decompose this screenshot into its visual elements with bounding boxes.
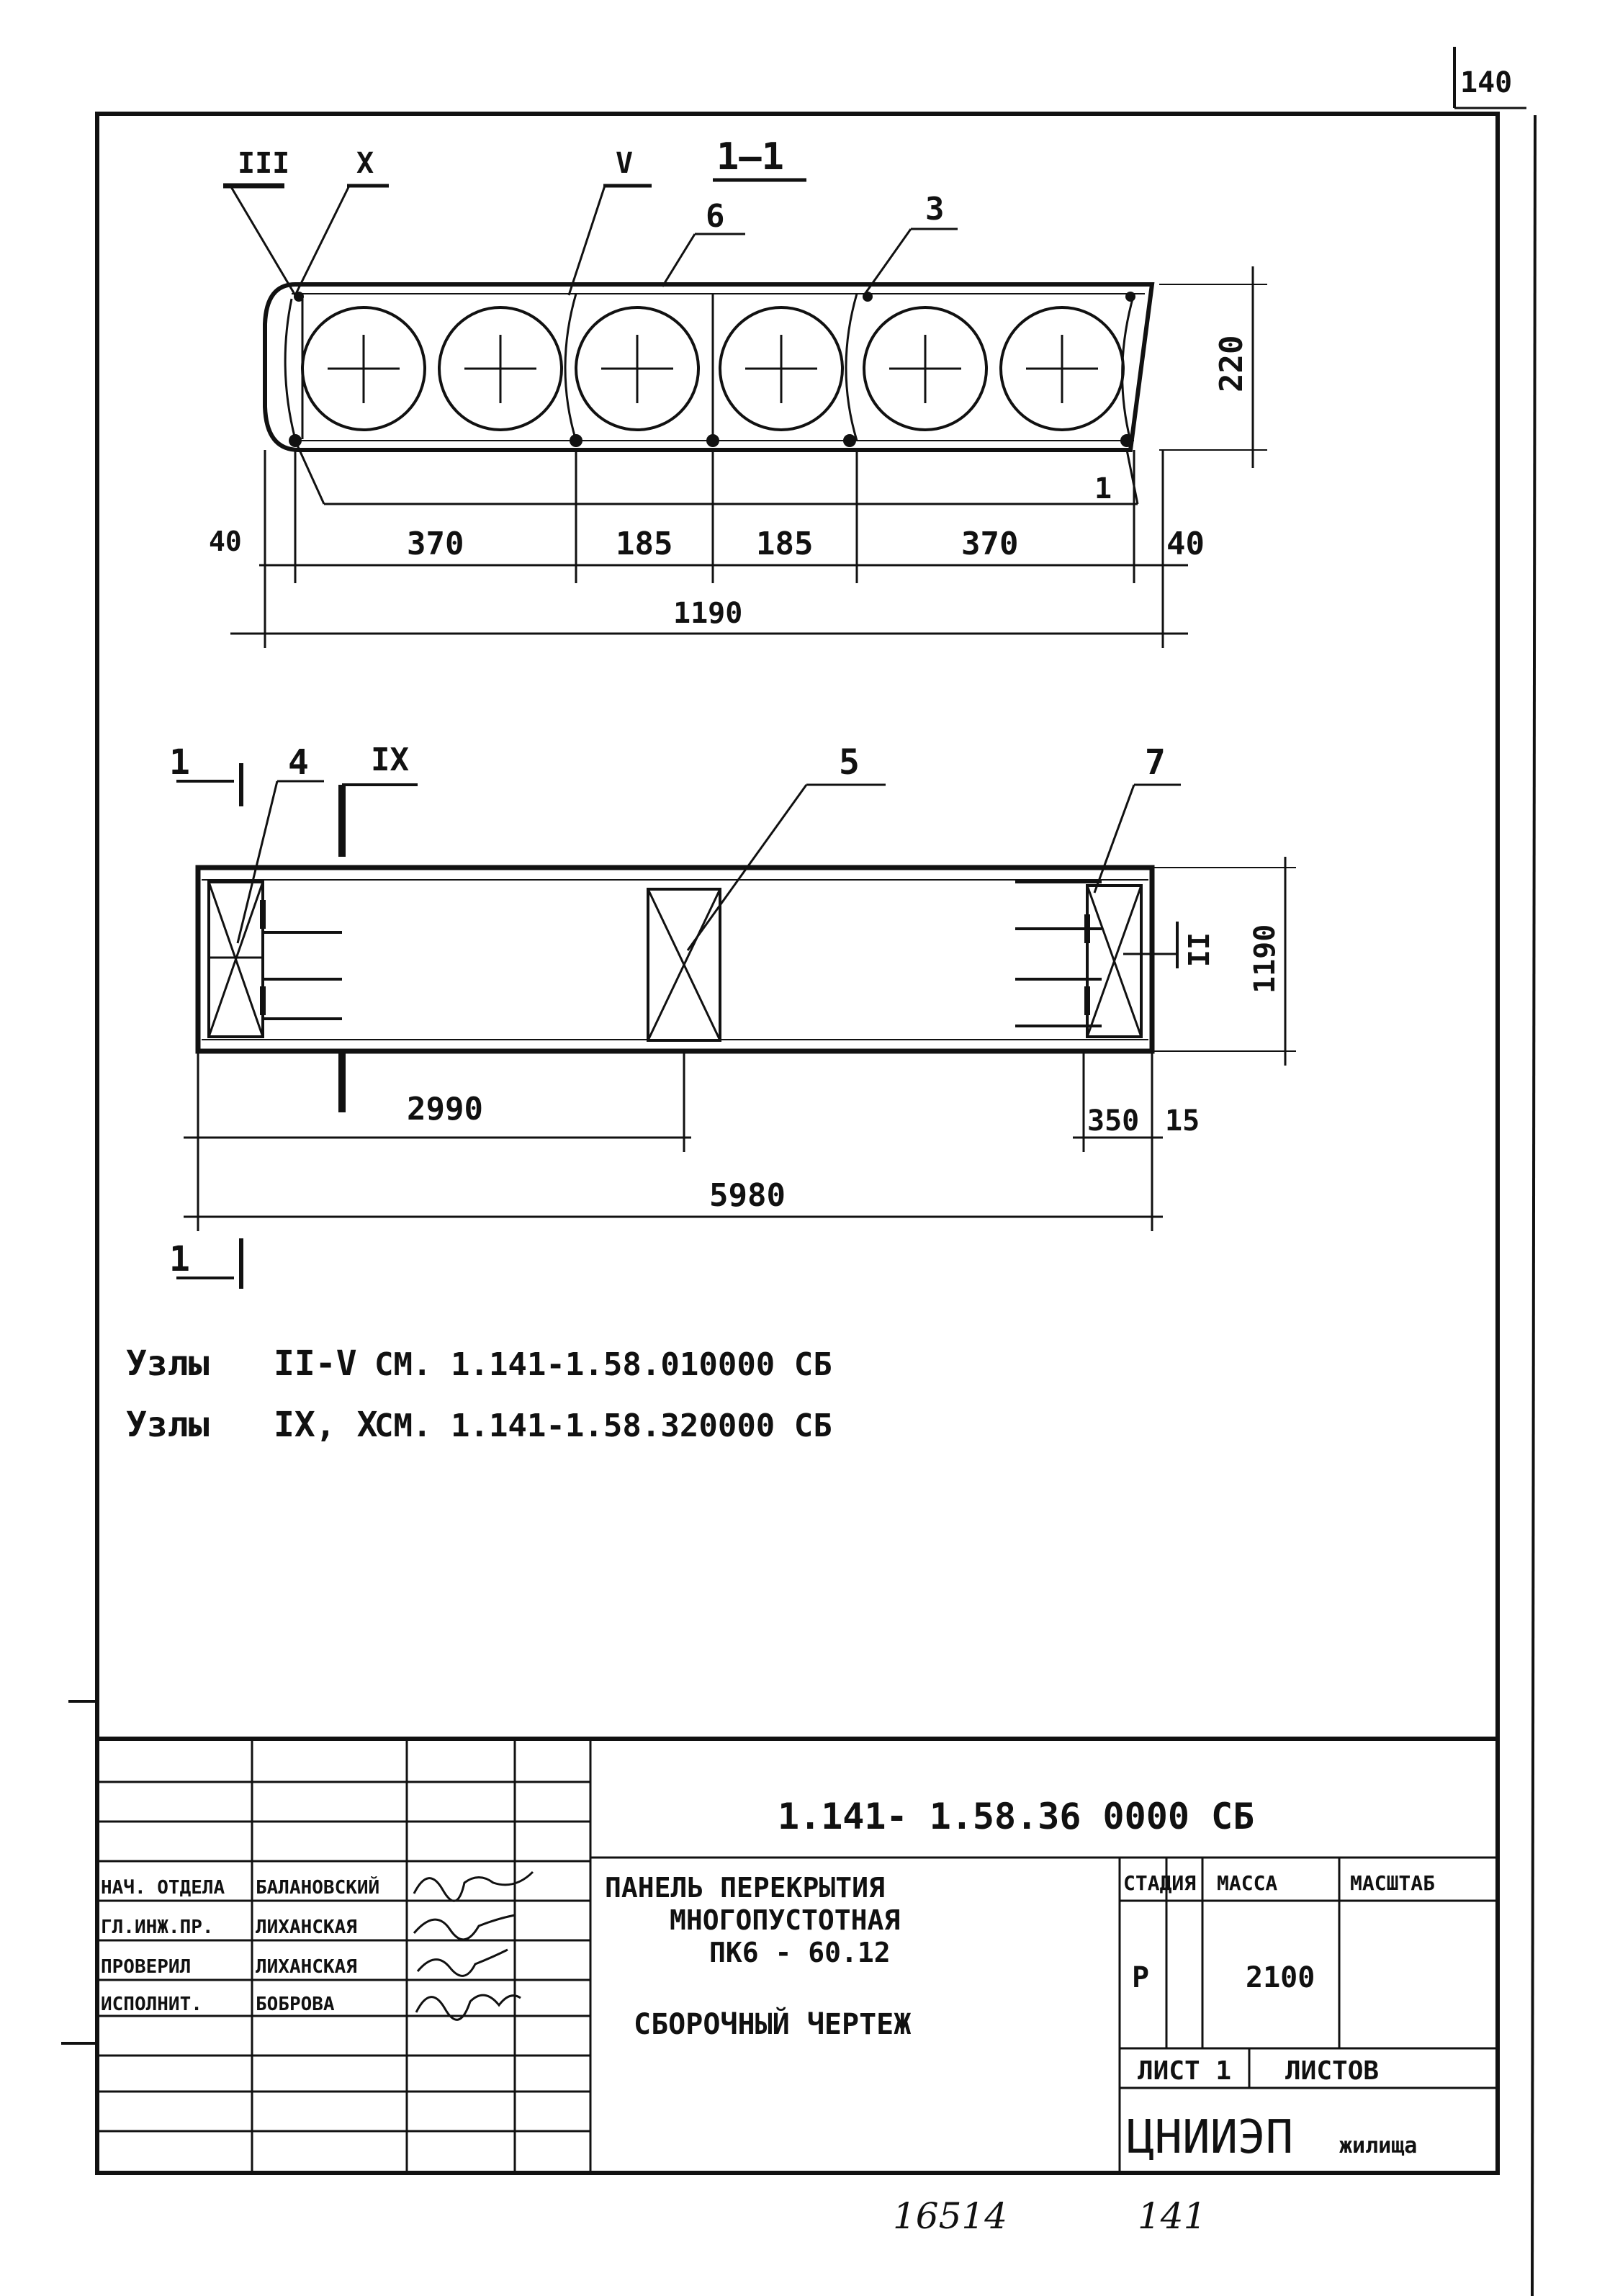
sheets-label: ЛИСТОВ (1285, 2056, 1380, 2086)
dim-370-left: 370 (407, 526, 464, 562)
position-callout-5: 5 (839, 742, 860, 783)
staff-name-1: БАЛАНОВСКИЙ (256, 1877, 380, 1899)
left-end-insert (209, 882, 342, 1037)
note-2-nodes: IX, X (274, 1405, 378, 1445)
section-title: 1—1 (716, 135, 784, 179)
notes (126, 1343, 832, 1445)
dim-185-left: 185 (616, 526, 673, 562)
handwritten-page: 141 (1138, 2195, 1207, 2237)
center-insert (648, 889, 720, 1040)
position-callout-1: 1 (1094, 472, 1112, 505)
mass-value: 2100 (1246, 1961, 1315, 1994)
node-callout-ii: II (1181, 932, 1214, 968)
total-width-dim: 1190 (673, 597, 743, 630)
staff-name-4: БОБРОВА (256, 1994, 335, 2015)
node-callout-iii: III (238, 147, 290, 180)
dim-40-right: 40 (1166, 526, 1205, 562)
panel-plan-outline (198, 868, 1152, 1051)
right-end-insert (1015, 882, 1141, 1037)
position-callout-4: 4 (288, 742, 309, 783)
col-header-mass: МАССА (1217, 1871, 1278, 1895)
section-view (209, 135, 1267, 648)
position-callout-6: 6 (706, 198, 725, 235)
plan-view (169, 742, 1296, 1289)
dim-185-right: 185 (756, 526, 814, 562)
org-sub: жилища (1339, 2133, 1418, 2158)
staff-role-1: НАЧ. ОТДЕЛА (101, 1877, 225, 1899)
staff-name-3: ЛИХАНСКАЯ (256, 1956, 357, 1978)
col-header-scale: МАСШТАБ (1350, 1871, 1436, 1895)
position-callout-7: 7 (1145, 742, 1166, 783)
staff-role-3: ПРОВЕРИЛ (101, 1956, 192, 1978)
right-edge-line (1532, 115, 1535, 2296)
dim-350: 350 (1087, 1104, 1140, 1138)
dim-15: 15 (1165, 1104, 1200, 1138)
note-1-ref: СМ. 1.141-1.58.010000 СБ (374, 1346, 832, 1383)
doc-code: 1.141- 1.58.36 0000 СБ (778, 1796, 1255, 1837)
title-line-3: ПК6 - 60.12 (709, 1937, 891, 1968)
note-2-label: Узлы (126, 1405, 210, 1445)
dim-40-left: 40 (209, 526, 242, 557)
staff-role-4: ИСПОЛНИТ. (101, 1994, 202, 2015)
page-number-box (1454, 47, 1526, 108)
height-dimension: 220 (1213, 335, 1250, 392)
staff-name-2: ЛИХАНСКАЯ (256, 1917, 357, 1938)
dim-5980: 5980 (709, 1177, 786, 1214)
title-line-2: МНОГОПУСТОТНАЯ (670, 1904, 901, 1936)
title-line-1: ПАНЕЛЬ ПЕРЕКРЫТИЯ (605, 1872, 885, 1904)
subtitle: СБОРОЧНЫЙ ЧЕРТЕЖ (634, 2008, 912, 2041)
plan-width-dim: 1190 (1249, 924, 1282, 994)
dim-2990: 2990 (407, 1091, 483, 1127)
stage-value: Р (1132, 1961, 1150, 1994)
section-mark-top: 1 (169, 742, 190, 783)
note-1-label: Узлы (126, 1343, 210, 1384)
col-header-stage: СТАДИЯ (1123, 1871, 1197, 1895)
node-callout-x: X (356, 147, 374, 180)
position-callout-3: 3 (925, 191, 945, 228)
staff-role-2: ГЛ.ИНЖ.ПР. (101, 1917, 214, 1938)
drawing-frame (97, 114, 1498, 2173)
dim-370-right: 370 (961, 526, 1019, 562)
title-block (97, 1739, 1498, 2173)
note-1-nodes: II-V (274, 1343, 357, 1384)
reinforcement-frames (285, 294, 1134, 441)
panel-section-outline (265, 284, 1152, 450)
inventory-number: 16514 (893, 2195, 1008, 2237)
sheet-label: ЛИСТ 1 (1138, 2056, 1232, 2086)
node-callout-ix: IX (371, 742, 409, 778)
node-callout-v: V (616, 147, 634, 180)
note-2-ref: СМ. 1.141-1.58.320000 СБ (374, 1408, 832, 1444)
org-name: ЦНИИЭП (1127, 2111, 1294, 2164)
page-number: 140 (1460, 66, 1513, 99)
section-mark-bottom: 1 (169, 1239, 190, 1279)
